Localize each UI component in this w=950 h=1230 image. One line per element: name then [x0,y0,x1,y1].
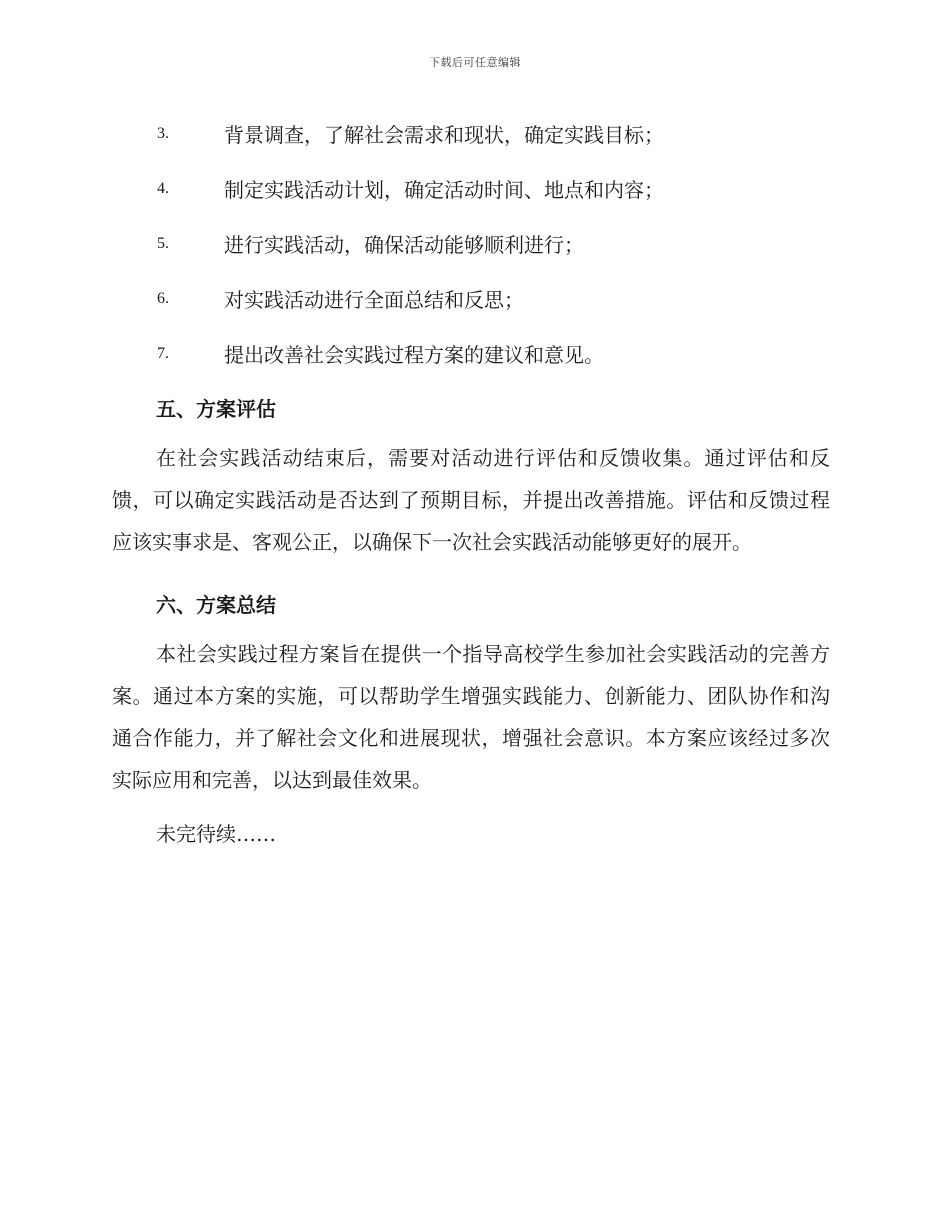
header-note: 下载后可任意编辑 [429,56,521,69]
list-number: 5. [157,234,169,252]
section-heading-evaluation: 五、方案评估 [156,397,276,421]
list-item [112,271,830,326]
list-text: 制定实践活动计划，确定活动时间、地点和内容； [224,178,664,202]
to-be-continued: 未完待续…… [156,822,276,846]
list-item [112,326,830,381]
list-text: 对实践活动进行全面总结和反思； [224,288,524,312]
section-heading-summary: 六、方案总结 [156,593,276,617]
document-content [112,106,830,855]
list-number: 3. [157,124,169,142]
list-text: 进行实践活动，确保活动能够顺利进行； [224,233,584,257]
list-item [112,216,830,271]
list-text: 提出改善社会实践过程方案的建议和意见。 [224,343,604,367]
section-paragraph-summary: 本社会实践过程方案旨在提供一个指导高校学生参加社会实践活动的完善方案。通过本方案的实施，可以帮助学生增强实践能力、创新能力、团队协作和沟通合作能力，并了解社会文化和进展现状，增强社会意识。本方案应该经过多次实际应用和完善，以达到最佳效果。 [112,642,830,792]
list-text: 背景调查，了解社会需求和现状，确定实践目标； [224,123,664,147]
list-item [112,161,830,216]
list-item [112,106,830,161]
list-number: 6. [157,289,169,307]
list-number: 7. [157,344,169,362]
spacer [112,563,830,577]
section-paragraph-evaluation: 在社会实践活动结束后，需要对活动进行评估和反馈收集。通过评估和反馈，可以确定实践活动是否达到了预期目标，并提出改善措施。评估和反馈过程应该实事求是、客观公正，以确保下一次社会实践活动能够更好的展开。 [112,446,830,554]
list-number: 4. [157,179,169,197]
